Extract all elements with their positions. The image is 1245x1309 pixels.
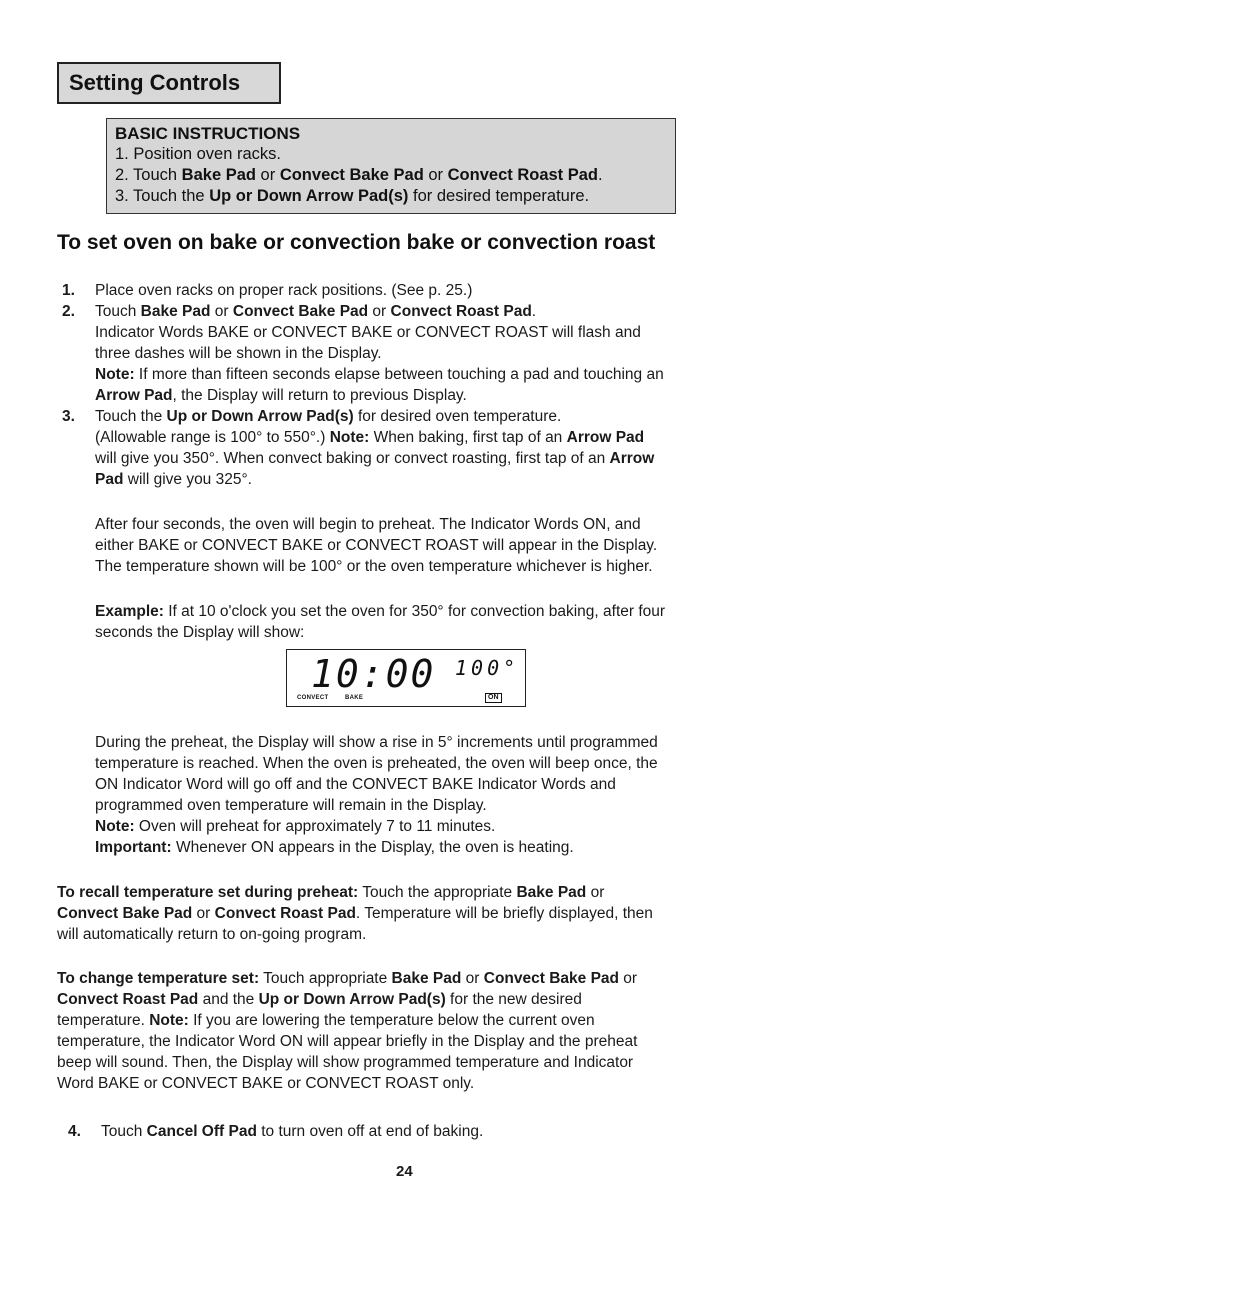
- step-2: 2. Touch Bake Pad or Convect Bake Pad or Convect Roast Pad.: [62, 303, 537, 320]
- display-temperature: 100°: [455, 656, 520, 680]
- basic-step-1: 1. Position oven racks.: [115, 145, 281, 163]
- step-4: 4. Touch Cancel Off Pad to turn oven off at end of baking.: [68, 1123, 484, 1140]
- during-preheat-paragraph: During the preheat, the Display will show a rise in 5° increments until programmed temperature is reached. When the oven is preheated, the oven will beep once, the ON Indicator Word will go off and the CONVECT BAKE Indicator Words and programmed oven temperature will remain in the Display. Note: Oven will preheat for approximately 7 to 11 minutes. Important: Whenever ON appears in the Display, the oven is heating.: [95, 734, 658, 856]
- display-bake-indicator: BAKE: [345, 695, 364, 701]
- example-paragraph: Example: If at 10 o'clock you set the oven for 350° for convection baking, after four seconds the Display will show:: [95, 603, 666, 641]
- recall-temperature-paragraph: To recall temperature set during preheat: Touch the appropriate Bake Pad or Convect Bake Pad or Convect Roast Pad. Temperature will be briefly displayed, then will automatically return to on-going program.: [57, 884, 653, 943]
- basic-step-2: 2. Touch Bake Pad or Convect Bake Pad or Convect Roast Pad.: [115, 166, 603, 184]
- step-3-details: (Allowable range is 100° to 550°.) Note: When baking, first tap of an Arrow Pad will give you 350°. When convect baking or convect roasting, first tap of an Arrow Pad will give you 325°.: [95, 429, 655, 488]
- section-heading: To set oven on bake or convection bake or convection roast: [57, 231, 656, 254]
- step-3: 3. Touch the Up or Down Arrow Pad(s) for desired oven temperature.: [62, 408, 562, 425]
- basic-step-3: 3. Touch the Up or Down Arrow Pad(s) for desired temperature.: [115, 187, 590, 205]
- basic-instructions-heading: BASIC INSTRUCTIONS: [115, 124, 301, 143]
- step-1: 1. Place oven racks on proper rack positions. (See p. 25.): [62, 282, 473, 299]
- change-temperature-paragraph: To change temperature set: Touch appropriate Bake Pad or Convect Bake Pad or Convect Roast Pad and the Up or Down Arrow Pad(s) for the new desired temperature. Note: If you are lowering the temperature below the current oven temperature, the Indicator Word ON will appear briefly in the Display and the preheat beep will sound. Then, the Display will show programmed temperature and Indicator Word BAKE or CONVECT BAKE or CONVECT ROAST only.: [57, 970, 638, 1092]
- display-on-indicator: ON: [485, 693, 502, 703]
- display-convect-indicator: CONVECT: [297, 695, 329, 701]
- section-title-tab: Setting Controls: [57, 62, 281, 104]
- step-2-details: Indicator Words BAKE or CONVECT BAKE or CONVECT ROAST will flash and three dashes will be shown in the Display. Note: If more than fifteen seconds elapse between touching a pad and touching an Arrow Pad, the Display will return to previous Display.: [95, 324, 664, 404]
- display-clock: 10:00: [311, 652, 436, 696]
- basic-instructions-box: [106, 118, 676, 214]
- oven-display-illustration: [286, 649, 526, 707]
- page-number: 24: [396, 1163, 413, 1180]
- preheat-paragraph: After four seconds, the oven will begin to preheat. The Indicator Words ON, and either BAKE or CONVECT BAKE or CONVECT ROAST will appear in the Display. The temperature shown will be 100° or the oven temperature whichever is higher.: [95, 516, 658, 575]
